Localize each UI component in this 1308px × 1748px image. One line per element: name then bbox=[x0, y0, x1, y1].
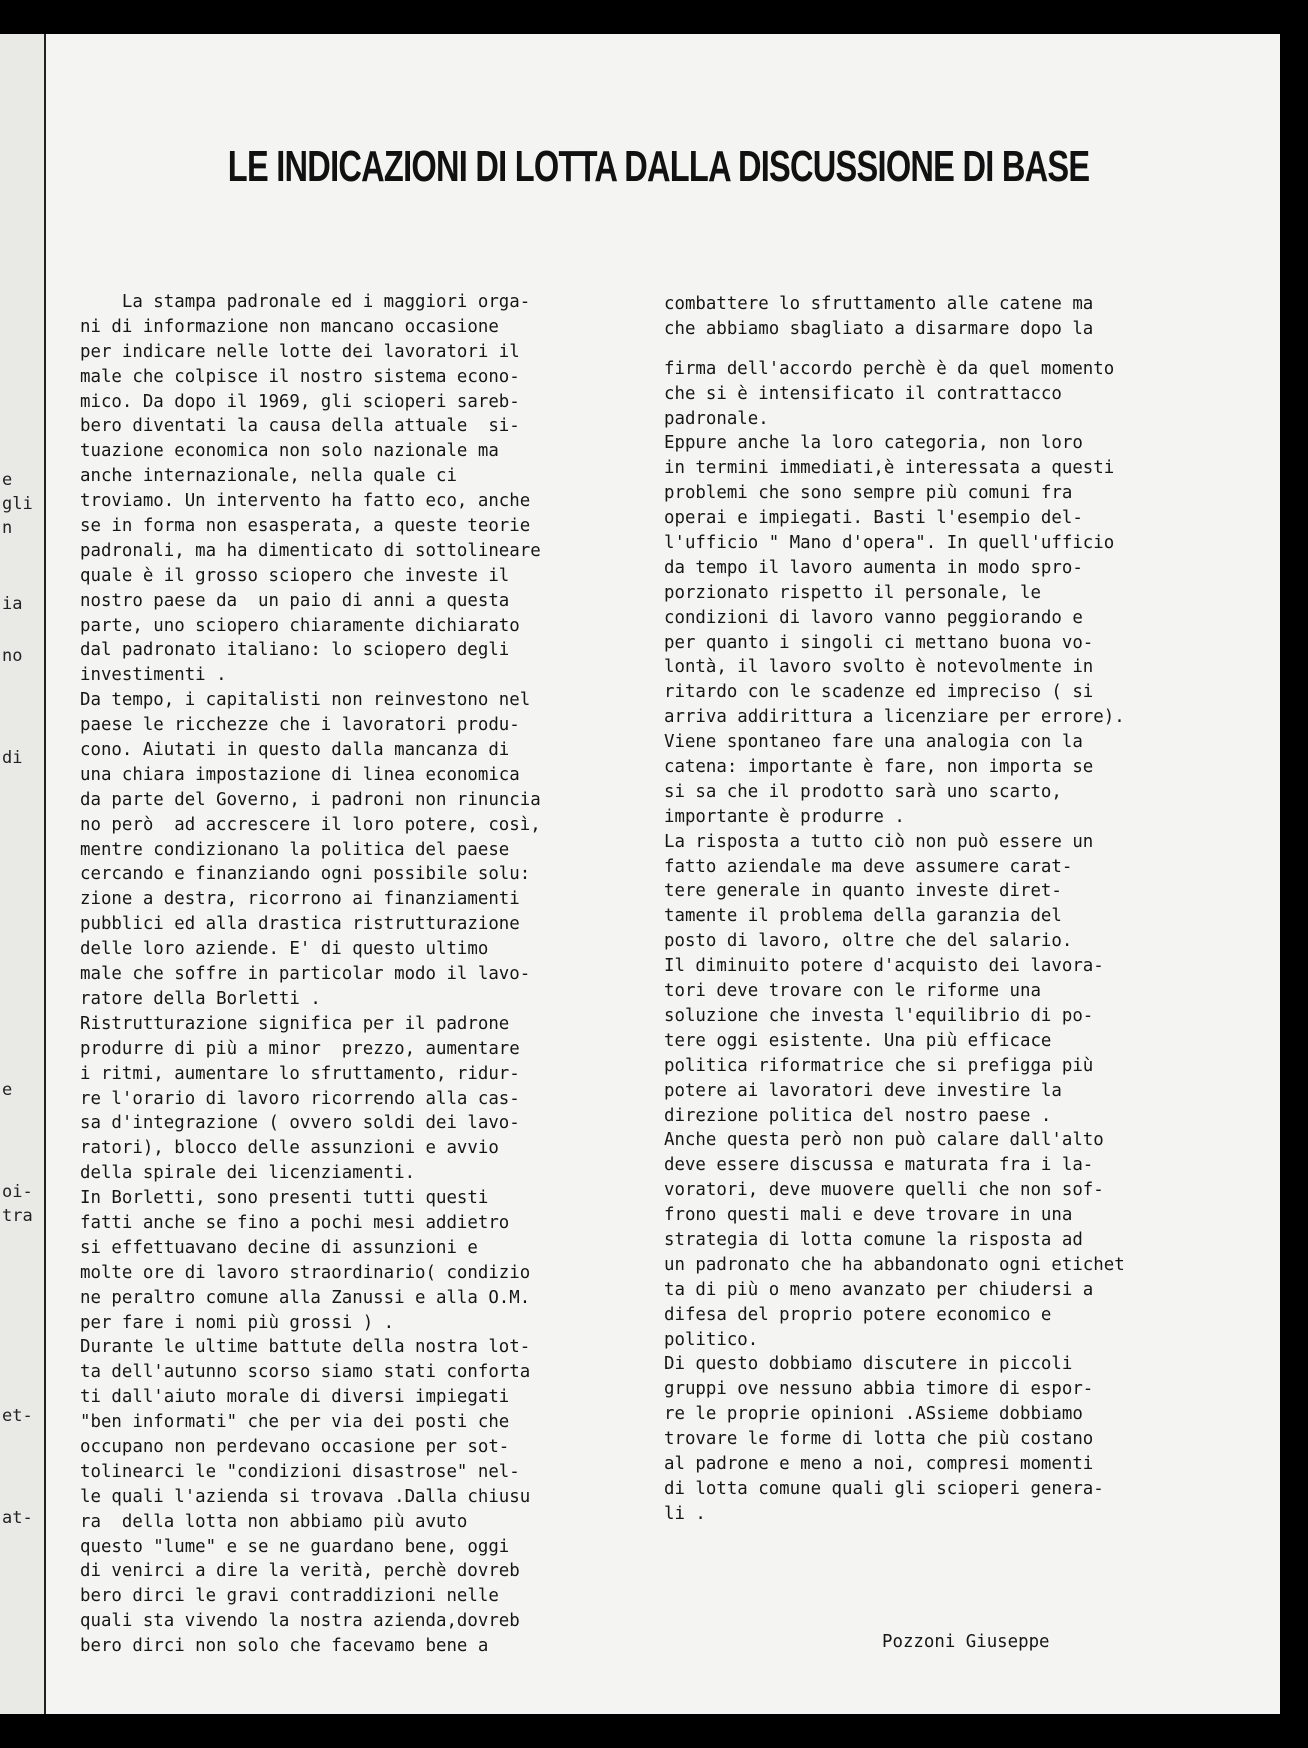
text-line: Da tempo, i capitalisti non reinvestono nel bbox=[80, 690, 531, 711]
text-line: voratori, deve muovere quelli che non sof- bbox=[664, 1180, 1104, 1201]
text-line: una chiara impostazione di linea economica bbox=[80, 764, 520, 785]
text-line: bero dirci non solo che facevamo bene a bbox=[80, 1636, 489, 1657]
text-line: quale è il grosso sciopero che investe il bbox=[80, 565, 510, 586]
text-line: firma dell'accordo perchè è da quel momento bbox=[664, 358, 1115, 379]
text-line: ne peraltro comune alla Zanussi e alla O.M. bbox=[80, 1287, 531, 1308]
text-line: soluzione che investa l'equilibrio di po- bbox=[664, 1005, 1094, 1026]
text-line: produrre di più a minor prezzo, aumentare bbox=[80, 1038, 520, 1059]
fragment: tra bbox=[2, 1206, 33, 1226]
text-line: politico. bbox=[664, 1329, 759, 1350]
text-line: trovare le forme di lotta che più costano bbox=[664, 1429, 1094, 1450]
text-line: pubblici ed alla drastica ristrutturazione bbox=[80, 914, 520, 935]
text-line: mico. Da dopo il 1969, gli scioperi sareb- bbox=[80, 391, 520, 412]
document-page bbox=[46, 34, 1280, 1714]
text-line: della spirale dei licenziamenti. bbox=[80, 1163, 416, 1184]
fragment: oi- bbox=[2, 1182, 33, 1202]
text-line: per indicare nelle lotte dei lavoratori il bbox=[80, 341, 520, 362]
text-line: sa d'integrazione ( ovvero soldi dei lavo- bbox=[80, 1113, 520, 1134]
text-line: per fare i nomi più grossi ) . bbox=[80, 1312, 395, 1333]
fragment: e bbox=[2, 470, 13, 490]
text-line: cercando e finanziando ogni possibile solu: bbox=[80, 864, 531, 885]
text-line: cono. Aiutati in questo dalla mancanza di bbox=[80, 740, 510, 761]
text-line: deve essere discussa e maturata fra i la- bbox=[664, 1155, 1094, 1176]
text-line: anche internazionale, nella quale ci bbox=[80, 466, 457, 487]
text-line: fatto aziendale ma deve assumere carat- bbox=[664, 856, 1073, 877]
text-line: bero dirci le gravi contraddizioni nelle bbox=[80, 1586, 499, 1607]
text-line: frono questi mali e deve trovare in una bbox=[664, 1205, 1073, 1226]
text-line: no però ad accrescere il loro potere, così, bbox=[80, 814, 541, 835]
text-line: di venirci a dire la verità, perchè dovreb bbox=[80, 1561, 520, 1582]
text-line: potere ai lavoratori deve investire la bbox=[664, 1080, 1062, 1101]
text-line: investimenti . bbox=[80, 665, 227, 686]
text-line: difesa del proprio potere economico e bbox=[664, 1304, 1052, 1325]
text-line: al padrone e meno a noi, compresi momenti bbox=[664, 1453, 1094, 1474]
text-line: ritardo con le scadenze ed impreciso ( si bbox=[664, 682, 1094, 703]
text-line: ra della lotta non abbiamo più avuto bbox=[80, 1511, 468, 1532]
text-line: da parte del Governo, i padroni non rinuncia bbox=[80, 789, 541, 810]
text-line: Anche questa però non può calare dall'alto bbox=[664, 1130, 1104, 1151]
text-line: ni di informazione non mancano occasione bbox=[80, 316, 499, 337]
text-line: parte, uno sciopero chiaramente dichiarato bbox=[80, 615, 520, 636]
text-line: molte ore di lavoro straordinario( condizio bbox=[80, 1262, 531, 1283]
text-line: gruppi ove nessuno abbia timore di espor- bbox=[664, 1379, 1094, 1400]
text-line: quali sta vivendo la nostra azienda,dovreb bbox=[80, 1611, 520, 1632]
text-line: padronali, ma ha dimenticato di sottolineare bbox=[80, 540, 541, 561]
text-line: occupano non perdevano occasione per sot- bbox=[80, 1436, 510, 1457]
text-line: si effettuavano decine di assunzioni e bbox=[80, 1237, 478, 1258]
text-line: condizioni di lavoro vanno peggiorando e bbox=[664, 607, 1083, 628]
text-line: direzione politica del nostro paese . bbox=[664, 1105, 1052, 1126]
text-line: li . bbox=[664, 1503, 706, 1524]
text-line: arriva addirittura a licenziare per errore). bbox=[664, 707, 1125, 728]
author-signature: Pozzoni Giuseppe bbox=[882, 1632, 1050, 1652]
text-line: male che soffre in particolar modo il lavo- bbox=[80, 964, 531, 985]
text-line: le quali l'azienda si trovava .Dalla chiusu bbox=[80, 1486, 531, 1507]
text-line: catena: importante è fare, non importa se bbox=[664, 757, 1094, 778]
text-line: operai e impiegati. Basti l'esempio del- bbox=[664, 508, 1083, 529]
text-line: La risposta a tutto ciò non può essere un bbox=[664, 831, 1094, 852]
text-line: ta dell'autunno scorso siamo stati conforta bbox=[80, 1362, 531, 1383]
text-line: re le proprie opinioni .ASsieme dobbiamo bbox=[664, 1404, 1083, 1425]
text-line: La stampa padronale ed i maggiori orga- bbox=[80, 292, 531, 312]
text-line: mentre condizionano la politica del paese bbox=[80, 839, 510, 860]
text-line: zione a destra, ricorrono ai finanziamenti bbox=[80, 889, 520, 910]
text-line: tamente il problema della garanzia del bbox=[664, 906, 1062, 927]
fragment: e bbox=[2, 1080, 13, 1100]
text-line: problemi che sono sempre più comuni fra bbox=[664, 483, 1073, 504]
text-line: che abbiamo sbagliato a disarmare dopo la bbox=[664, 318, 1094, 339]
column-gap bbox=[664, 342, 1125, 357]
text-line: Eppure anche la loro categoria, non loro bbox=[664, 433, 1083, 454]
text-line: Durante le ultime battute della nostra lot- bbox=[80, 1337, 531, 1358]
text-line: i ritmi, aumentare lo sfruttamento, ridur- bbox=[80, 1063, 520, 1084]
text-line: posto di lavoro, oltre che del salario. bbox=[664, 931, 1073, 952]
fragment: n bbox=[2, 518, 13, 538]
text-line: delle loro aziende. E' di questo ultimo bbox=[80, 939, 489, 960]
article-title: LE INDICAZIONI DI LOTTA DALLA DISCUSSIONE DI BASE bbox=[227, 142, 1090, 191]
text-line: questo "lume" e se ne guardano bene, oggi bbox=[80, 1536, 510, 1557]
text-line: In Borletti, sono presenti tutti questi bbox=[80, 1188, 489, 1209]
fragment: gli bbox=[2, 494, 33, 514]
text-line: si sa che il prodotto sarà uno scarto, bbox=[664, 781, 1062, 802]
text-line: Di questo dobbiamo discutere in piccoli bbox=[664, 1354, 1073, 1375]
text-line: ta di più o meno avanzato per chiudersi a bbox=[664, 1279, 1094, 1300]
text-line: tere oggi esistente. Una più efficace bbox=[664, 1030, 1052, 1051]
text-line: strategia di lotta comune la risposta ad bbox=[664, 1229, 1083, 1250]
left-text-column bbox=[80, 290, 541, 1659]
fragment: no bbox=[2, 646, 23, 666]
text-line: da tempo il lavoro aumenta in modo spro- bbox=[664, 557, 1083, 578]
text-line: di lotta comune quali gli scioperi genera- bbox=[664, 1478, 1104, 1499]
adjacent-page-edge bbox=[0, 34, 46, 1714]
text-line: Il diminuito potere d'acquisto dei lavora- bbox=[664, 956, 1104, 977]
text-line: ti dall'aiuto morale di diversi impiegati bbox=[80, 1387, 510, 1408]
text-line: importante è produrre . bbox=[664, 806, 905, 827]
text-line: paese le ricchezze che i lavoratori produ- bbox=[80, 715, 520, 736]
right-text-column bbox=[664, 292, 1125, 1527]
text-line: re l'orario di lavoro ricorrendo alla cas- bbox=[80, 1088, 520, 1109]
text-line: male che colpisce il nostro sistema econo- bbox=[80, 366, 520, 387]
text-line: nostro paese da un paio di anni a questa bbox=[80, 590, 510, 611]
text-line: tolinearci le "condizioni disastrose" nel- bbox=[80, 1461, 520, 1482]
text-line: per quanto i singoli ci mettano buona vo- bbox=[664, 632, 1094, 653]
text-line: porzionato rispetto il personale, le bbox=[664, 582, 1041, 603]
fragment: di bbox=[2, 748, 23, 768]
text-line: Ristrutturazione significa per il padrone bbox=[80, 1013, 510, 1034]
fragment: ia bbox=[2, 594, 23, 614]
text-line: Viene spontaneo fare una analogia con la bbox=[664, 732, 1083, 753]
text-line: ratori), blocco delle assunzioni e avvio bbox=[80, 1138, 499, 1159]
text-line: un padronato che ha abbandonato ogni etichet bbox=[664, 1254, 1125, 1275]
fragment: at- bbox=[2, 1508, 33, 1528]
text-line: combattere lo sfruttamento alle catene ma bbox=[664, 294, 1094, 314]
text-line: "ben informati" che per via dei posti che bbox=[80, 1412, 510, 1433]
text-line: se in forma non esasperata, a queste teorie bbox=[80, 516, 531, 537]
text-line: tuazione economica non solo nazionale ma bbox=[80, 441, 499, 462]
text-line: dal padronato italiano: lo sciopero degli bbox=[80, 640, 510, 661]
fragment: et- bbox=[2, 1406, 33, 1426]
text-line: padronale. bbox=[664, 408, 769, 429]
text-line: fatti anche se fino a pochi mesi addietro bbox=[80, 1212, 510, 1233]
text-line: in termini immediati,è interessata a questi bbox=[664, 458, 1115, 479]
text-line: bero diventati la causa della attuale si- bbox=[80, 416, 520, 437]
text-line: lontà, il lavoro svolto è notevolmente in bbox=[664, 657, 1094, 678]
text-line: l'ufficio " Mano d'opera". In quell'ufficio bbox=[664, 533, 1115, 554]
text-line: tori deve trovare con le riforme una bbox=[664, 981, 1041, 1002]
text-line: politica riformatrice che si prefigga più bbox=[664, 1055, 1094, 1076]
text-line: troviamo. Un intervento ha fatto eco, anche bbox=[80, 491, 531, 512]
text-line: ratore della Borletti . bbox=[80, 988, 321, 1009]
text-line: che si è intensificato il contrattacco bbox=[664, 383, 1062, 404]
text-line: tere generale in quanto investe diret- bbox=[664, 881, 1062, 902]
